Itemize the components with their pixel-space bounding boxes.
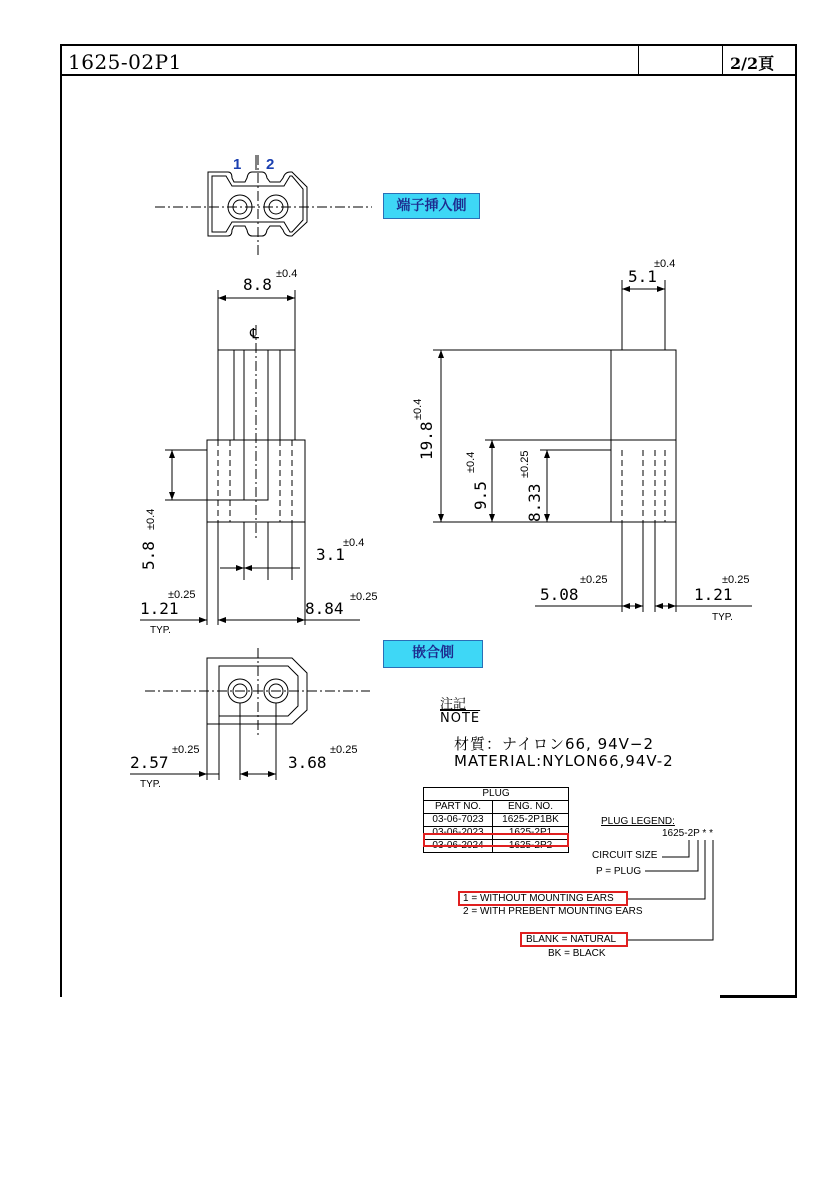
material-jp: 材質：ナイロン66, 94V−2 <box>454 735 655 753</box>
legend-bk: BK = BLACK <box>548 948 606 959</box>
highlight-row <box>423 833 569 847</box>
table-header: PART NO. <box>424 801 493 814</box>
highlight-ears-1 <box>458 891 628 906</box>
note-subtitle: NOTE <box>440 711 481 726</box>
dim-bottom-width: 8.84 <box>305 599 344 618</box>
note-title: 注記 <box>440 697 467 712</box>
table-title: PLUG <box>424 788 569 801</box>
centerline-symbol: ℄ <box>250 325 259 341</box>
table-cell: 03-06-7023 <box>424 814 493 827</box>
table-cell: 03-06-2023 <box>424 827 493 840</box>
legend-p-plug: P = PLUG <box>596 866 642 877</box>
dim-left-typ-tol: ±0.25 <box>168 589 196 601</box>
table-cell: 1625-2P1BK <box>493 814 569 827</box>
top-view <box>155 155 372 255</box>
dim-mating-right-tol: ±0.25 <box>330 744 358 756</box>
dim-height-total-tol: ±0.4 <box>412 398 424 420</box>
dim-height-mid-tol: ±0.4 <box>465 451 477 473</box>
dim-height-pin: 8.33 <box>525 483 544 522</box>
legend-circuit-size: CIRCUIT SIZE <box>592 850 658 861</box>
dim-bottom-width-tol: ±0.25 <box>350 591 378 603</box>
dim-mating-left-tol: ±0.25 <box>172 744 200 756</box>
pin-number-1: 2 <box>266 156 275 173</box>
table-row <box>424 814 569 827</box>
dim-side-width-tol: ±0.4 <box>654 258 676 270</box>
dim-mating-left-note: TYP. <box>140 779 161 790</box>
table-header: ENG. NO. <box>493 801 569 814</box>
dim-side-right-typ-tol: ±0.25 <box>722 574 750 586</box>
legend-ears-2: 2 = WITH PREBENT MOUNTING EARS <box>463 906 643 917</box>
table-cell: 1625-2P1 <box>493 827 569 840</box>
pin-number-2: 1 <box>233 156 242 173</box>
dim-side-pin-tol: ±0.25 <box>580 574 608 586</box>
dim-pitch: 3.1 <box>316 545 345 564</box>
dim-height-total: 19.8 <box>417 421 436 460</box>
mating-side-label: 嵌合側 <box>383 640 483 668</box>
material-en: MATERIAL:NYLON66,94V-2 <box>454 752 674 770</box>
table-cell: 03-06-2024 <box>424 840 493 853</box>
pin-number-labels <box>233 156 274 173</box>
legend-ears-1: 1 = WITHOUT MOUNTING EARS <box>463 893 614 904</box>
dim-width-top: 8.8 <box>243 275 272 294</box>
dim-width-top-tol: ±0.4 <box>276 268 298 280</box>
terminal-side-label: 端子挿入側 <box>383 193 480 219</box>
dim-height-left-tol: ±0.4 <box>145 508 157 530</box>
dim-side-right-typ-note: TYP. <box>712 612 733 623</box>
dim-height-pin-tol: ±0.25 <box>519 450 531 478</box>
dim-left-typ: 1.21 <box>140 599 179 618</box>
table-title-row <box>424 788 569 801</box>
table-cell: 1625-2P2 <box>493 840 569 853</box>
dim-height-left: 5.8 <box>139 541 158 570</box>
legend-code: 1625-2P * * <box>662 828 713 839</box>
dim-left-typ-note: TYP. <box>150 625 171 636</box>
legend-title: PLUG LEGEND: <box>601 816 675 827</box>
side-view <box>433 280 752 612</box>
dim-side-width: 5.1 <box>628 267 657 286</box>
dim-height-mid: 9.5 <box>471 481 490 510</box>
dim-pitch-tol: ±0.4 <box>343 537 365 549</box>
table-header-row <box>424 801 569 814</box>
dim-mating-left: 2.57 <box>130 753 169 772</box>
highlight-blank <box>520 932 628 947</box>
legend-blank: BLANK = NATURAL <box>526 934 617 945</box>
dim-mating-right: 3.68 <box>288 753 327 772</box>
page-number: 2/2頁 <box>730 54 775 73</box>
dim-side-pin: 5.08 <box>540 585 579 604</box>
dim-side-right-typ: 1.21 <box>694 585 733 604</box>
part-number-title: 1625-02P1 <box>68 50 182 74</box>
